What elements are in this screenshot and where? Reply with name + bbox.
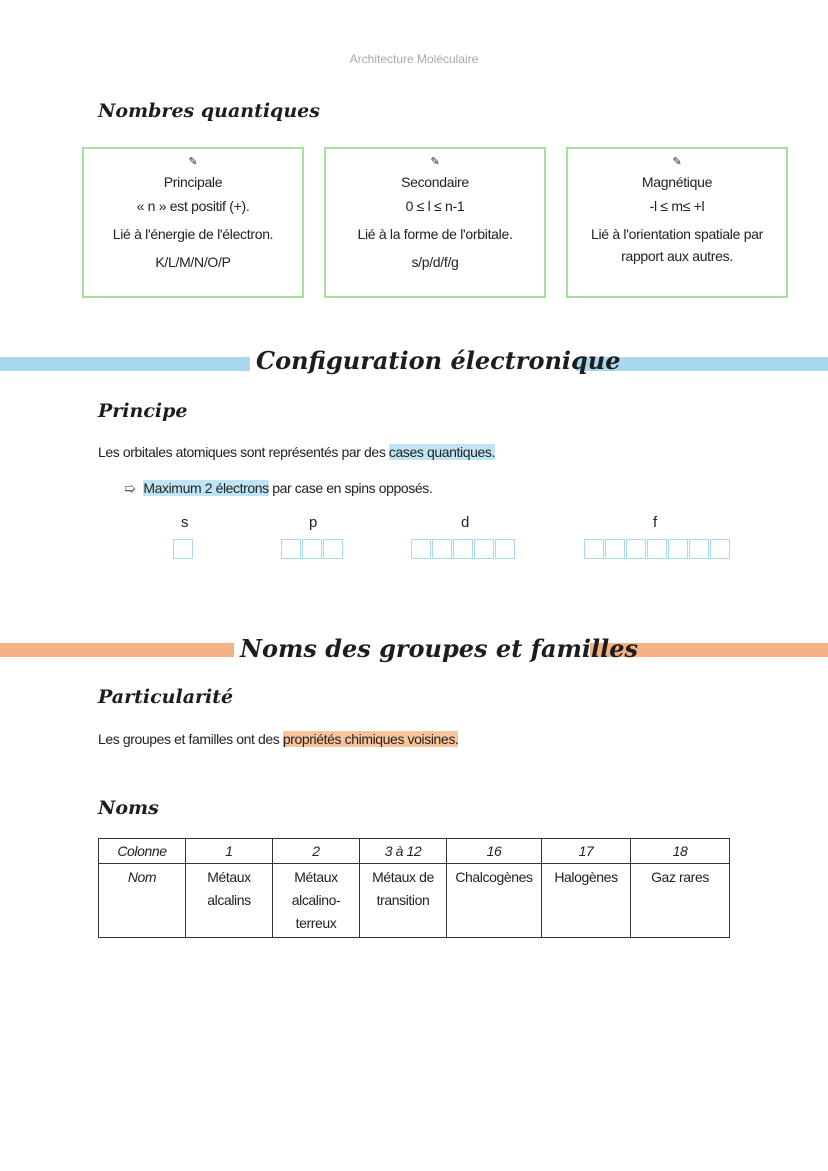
principle-text-before: Les orbitales atomiques sont représentés par des: [98, 444, 389, 460]
quantum-box-cell: [647, 539, 667, 559]
orbital-label-d: d: [461, 514, 470, 531]
bullet-highlight: Maximum 2 électrons: [143, 480, 269, 496]
box-rule: « n » est positif (+).: [136, 198, 250, 214]
quantum-box-cell: [626, 539, 646, 559]
table-header-cell: 18: [631, 839, 730, 864]
quantum-box-cell: [323, 539, 343, 559]
bullet-text: par case en spins opposés.: [268, 480, 433, 496]
box-meaning: Lié à l'énergie de l'électron.: [112, 226, 274, 242]
particularity-heading: Particularité: [98, 686, 234, 708]
principle-text: [98, 444, 495, 460]
box-meaning: Lié à la forme de l'orbitale.: [357, 226, 513, 242]
orbital-boxes-p: [281, 539, 344, 559]
groups-table: [98, 838, 730, 938]
quantum-box-cell: [584, 539, 604, 559]
quantum-box-magnetic: [566, 147, 788, 298]
orbital-boxes-f: [584, 539, 731, 559]
table-header-cell: 2: [273, 839, 360, 864]
table-cell: Gaz rares: [631, 864, 730, 938]
quantum-box-cell: [474, 539, 494, 559]
particularity-text: [98, 731, 458, 747]
quantum-box-cell: [689, 539, 709, 559]
box-rule: 0 ≤ l ≤ n-1: [405, 198, 465, 214]
groups-section-title: Noms des groupes et familles: [240, 634, 639, 663]
orbital-label-f: f: [653, 514, 658, 531]
table-header-cell: 17: [542, 839, 631, 864]
box-rule: -l ≤ m≤ +l: [649, 198, 705, 214]
orbital-label-p: p: [309, 514, 318, 531]
orbital-boxes-d: [411, 539, 516, 559]
quantum-box-cell: [453, 539, 473, 559]
principle-heading: Principe: [98, 400, 188, 422]
box-title: Magnétique: [641, 174, 713, 190]
box-title: Secondaire: [401, 174, 469, 190]
config-section-title: Configuration électronique: [256, 346, 621, 375]
table-header-cell: 3 à 12: [360, 839, 447, 864]
page-header: Architecture Moléculaire: [349, 52, 479, 66]
table-cell: Métaux de transition: [360, 864, 447, 938]
quantum-box-cell: [710, 539, 730, 559]
box-meaning-line-2: rapport aux autres.: [621, 248, 733, 264]
orbital-label-s: s: [181, 514, 189, 531]
table-cell: Chalcogènes: [447, 864, 542, 938]
quantum-box-cell: [432, 539, 452, 559]
table-cell: Métaux alcalins: [186, 864, 273, 938]
principle-bullet: [124, 480, 432, 497]
table-header-cell: Colonne: [99, 839, 186, 864]
quantum-box-cell: [495, 539, 515, 559]
section-band-left: [0, 643, 234, 657]
names-heading: Noms: [98, 797, 159, 819]
quantum-box-cell: [302, 539, 322, 559]
table-cell: Métaux alcalino- terreux: [273, 864, 360, 938]
table-cell: Halogènes: [542, 864, 631, 938]
table-row: [99, 864, 730, 938]
box-title: Principale: [163, 174, 223, 190]
table-header-row: [99, 839, 730, 864]
quantum-box-cell: [281, 539, 301, 559]
principle-highlight: cases quantiques.: [388, 444, 495, 460]
table-header-cell: 16: [447, 839, 542, 864]
pin-icon: ✎: [672, 156, 682, 168]
quantum-box-secondary: [324, 147, 546, 298]
orbital-boxes-s: [173, 539, 194, 559]
section-band-left: [0, 357, 250, 371]
pin-icon: ✎: [430, 156, 440, 168]
quantum-numbers-heading: Nombres quantiques: [98, 100, 320, 122]
box-meaning-line-1: Lié à l'orientation spatiale par: [590, 226, 764, 242]
pin-icon: ✎: [188, 156, 198, 168]
box-values: s/p/d/f/g: [411, 254, 459, 270]
quantum-box-cell: [173, 539, 193, 559]
quantum-box-cell: [411, 539, 431, 559]
particularity-highlight: propriétés chimiques voisines.: [282, 731, 459, 747]
box-values: K/L/M/N/O/P: [155, 254, 231, 270]
quantum-box-cell: [668, 539, 688, 559]
quantum-box-principal: [82, 147, 304, 298]
particularity-text-before: Les groupes et familles ont des: [98, 731, 283, 747]
table-row-label: Nom: [99, 864, 186, 938]
arrow-icon: ➯: [124, 480, 136, 496]
table-header-cell: 1: [186, 839, 273, 864]
quantum-box-cell: [605, 539, 625, 559]
